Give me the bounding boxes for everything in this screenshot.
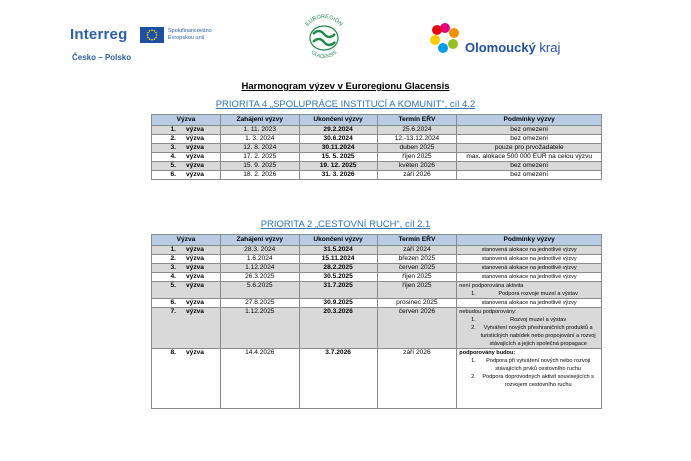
table-row (152, 273, 602, 282)
start-date-cell: 17. 2. 2025 (220, 153, 299, 162)
conditions-cell (457, 308, 602, 349)
erv-date-cell: červen 2025 (377, 264, 457, 273)
column-header: Zahájení výzvy (220, 115, 299, 126)
conditions-cell: stanovená alokace na jednotlivé výzvy (457, 264, 602, 273)
conditions-cell (457, 282, 602, 299)
olomoucky-kraj: kraj (539, 40, 561, 55)
column-header: Podmínky výzvy (457, 235, 602, 246)
conditions-cell: stanovená alokace na jednotlivé výzvy (457, 246, 602, 255)
conditions-cell: stanovená alokace na jednotlivé výzvy (457, 255, 602, 264)
call-name: výzva (186, 273, 204, 280)
conditions-item: 1. Podpora rozvoje muzeí a výstav (477, 290, 599, 298)
table-row (152, 299, 602, 308)
call-name: výzva (186, 246, 204, 253)
olomoucky-name: Olomoucký (465, 40, 536, 55)
interreg-country: Česko – Polsko (72, 53, 132, 62)
erv-date-cell: červen 2026 (377, 308, 457, 349)
conditions-cell: max. alokace 500 000 EUR na celou výzvu (457, 153, 602, 162)
table-row (152, 308, 602, 349)
document-title: Harmonogram výzev v Euroregionu Glacensis (241, 81, 450, 92)
erv-date-cell: září 2024 (377, 246, 457, 255)
end-date-cell: 31.5.2024 (299, 246, 377, 255)
table-row (152, 264, 602, 273)
call-number: 1. (170, 126, 176, 133)
priority4-heading: PRIORITA 4 „SPOLUPRÁCE INSTITUCÍ A KOMUNIT“, cíl 4.2 (215, 99, 476, 110)
euroregion-logo (296, 10, 352, 66)
call-number-cell (152, 273, 221, 282)
conditions-item: 2. Vytváření nových přeshraničních produktů a turistických nabídek nebo propojování a rozvoj stávajících a jejich společná propagace (477, 324, 599, 348)
conditions-cell: bez omezení (457, 162, 602, 171)
conditions-cell: bez omezení (457, 171, 602, 180)
erv-date-cell: 12.-13.12.2024 (377, 135, 457, 144)
start-date-cell: 1.12.2024 (220, 264, 299, 273)
olomoucky-flower-icon (425, 18, 465, 58)
call-name: výzva (186, 126, 204, 133)
column-header: Termín EŘV (377, 235, 457, 246)
column-header: Podmínky výzvy (457, 115, 602, 126)
start-date-cell: 1.12.2025 (220, 308, 299, 349)
start-date-cell: 27.8.2025 (220, 299, 299, 308)
call-number: 6. (170, 299, 176, 306)
eu-cofinanced-text: Spolufinancováno Evropskou unií (168, 28, 212, 41)
erv-date-cell: květen 2026 (377, 162, 457, 171)
start-date-cell: 1.6.2024 (220, 255, 299, 264)
priority2-table (151, 234, 602, 409)
start-date-cell: 5.6.2025 (220, 282, 299, 299)
call-name: výzva (186, 153, 204, 160)
table-row (152, 153, 602, 162)
conditions-cell: bez omezení (457, 126, 602, 135)
call-name: výzva (186, 255, 204, 262)
end-date-cell: 19. 12. 2025 (299, 162, 377, 171)
call-number: 6. (170, 171, 176, 178)
conditions-cell: bez omezení (457, 135, 602, 144)
conditions-cell: stanovená alokace na jednotlivé výzvy (457, 299, 602, 308)
end-date-cell: 28.2.2025 (299, 264, 377, 273)
table-row (152, 126, 602, 135)
call-number: 7. (170, 308, 176, 315)
call-name: výzva (186, 162, 204, 169)
call-number-cell (152, 144, 221, 153)
end-date-cell: 20.3.2026 (299, 308, 377, 349)
call-name: výzva (186, 264, 204, 271)
start-date-cell: 14.4.2026 (220, 349, 299, 409)
conditions-heading: není podporována aktivita (459, 283, 524, 289)
call-number-cell (152, 282, 221, 299)
call-number-cell (152, 308, 221, 349)
call-number: 2. (170, 135, 176, 142)
table-row (152, 144, 602, 153)
call-number: 2. (170, 255, 176, 262)
conditions-cell (457, 349, 602, 409)
olomoucky-kraj-logo (425, 18, 561, 63)
table-row (152, 246, 602, 255)
start-date-cell: 1. 3. 2024 (220, 135, 299, 144)
call-number: 5. (170, 162, 176, 169)
erv-date-cell: duben 2025 (377, 144, 457, 153)
start-date-cell: 18. 2. 2026 (220, 171, 299, 180)
erv-date-cell: prosinec 2025 (377, 299, 457, 308)
call-name: výzva (186, 299, 204, 306)
call-number-cell (152, 153, 221, 162)
call-number: 4. (170, 273, 176, 280)
end-date-cell: 29.2.2024 (299, 126, 377, 135)
column-header: Zahájení výzvy (220, 235, 299, 246)
end-date-cell: 15. 5. 2025 (299, 153, 377, 162)
end-date-cell: 30.11.2024 (299, 144, 377, 153)
column-header: Termín EŘV (377, 115, 457, 126)
start-date-cell: 1. 11. 2023 (220, 126, 299, 135)
end-date-cell: 15.11.2024 (299, 255, 377, 264)
conditions-item: 2. Podpora doprovodných aktivit souvisejících s rozvojem cestovního ruchu (477, 373, 599, 389)
call-name: výzva (186, 144, 204, 151)
conditions-cell: pouze pro prvožadatele (457, 144, 602, 153)
table-row (152, 349, 602, 409)
end-date-cell: 30.5.2025 (299, 273, 377, 282)
column-header: Ukončení výzvy (299, 115, 377, 126)
eu-flag-icon (140, 27, 164, 43)
call-number-cell (152, 162, 221, 171)
end-date-cell: 31.7.2025 (299, 282, 377, 299)
call-name: výzva (186, 135, 204, 142)
call-number: 1. (170, 246, 176, 253)
erv-date-cell: říjen 2025 (377, 282, 457, 299)
table-row (152, 171, 602, 180)
erv-date-cell: září 2026 (377, 171, 457, 180)
call-name: výzva (186, 308, 204, 315)
call-number: 5. (170, 282, 176, 289)
column-header: Výzva (152, 115, 221, 126)
interreg-logo (70, 26, 132, 62)
euroregion-bottom-text: GLACENSIS (309, 49, 339, 61)
table-row (152, 255, 602, 264)
interreg-name: Interreg (70, 26, 128, 43)
table-row (152, 162, 602, 171)
call-number-cell (152, 126, 221, 135)
column-header: Výzva (152, 235, 221, 246)
start-date-cell: 15. 9. 2025 (220, 162, 299, 171)
conditions-item: 1. Podpora při vytváření nových nebo rozvoji stávajících prvků cestovního ruchu (477, 357, 599, 373)
svg-text:GLACENSIS (310, 49, 339, 60)
end-date-cell: 31. 3. 2026 (299, 171, 377, 180)
call-name: výzva (186, 282, 204, 289)
conditions-item: 1. Rozvoj muzeí a výstav (477, 316, 599, 324)
table-row (152, 282, 602, 299)
start-date-cell: 26.3.2025 (220, 273, 299, 282)
priority4-table (151, 114, 602, 180)
erv-date-cell: 25.6.2024 (377, 126, 457, 135)
table-row (152, 135, 602, 144)
start-date-cell: 12. 8. 2024 (220, 144, 299, 153)
call-number: 8. (170, 349, 176, 356)
call-number: 3. (170, 144, 176, 151)
call-number-cell (152, 171, 221, 180)
euroregion-top-text: EUROREGION (304, 13, 344, 28)
call-number-cell (152, 135, 221, 144)
conditions-heading: podporovány budou: (459, 350, 516, 356)
column-header: Ukončení výzvy (299, 235, 377, 246)
call-number: 3. (170, 264, 176, 271)
call-name: výzva (186, 171, 204, 178)
call-number: 4. (170, 153, 176, 160)
erv-date-cell: říjen 2025 (377, 153, 457, 162)
call-number-cell (152, 264, 221, 273)
call-name: výzva (186, 349, 204, 356)
erv-date-cell: říjen 2025 (377, 273, 457, 282)
end-date-cell: 30.9.2025 (299, 299, 377, 308)
end-date-cell: 30.6.2024 (299, 135, 377, 144)
call-number-cell (152, 255, 221, 264)
end-date-cell: 3.7.2026 (299, 349, 377, 409)
conditions-heading: nebudou podporovány: (459, 309, 517, 315)
start-date-cell: 28.3. 2024 (220, 246, 299, 255)
erv-date-cell: březen 2025 (377, 255, 457, 264)
conditions-cell: stanovená alokace na jednotlivé výzvy (457, 273, 602, 282)
call-number-cell (152, 246, 221, 255)
erv-date-cell: září 2026 (377, 349, 457, 409)
priority2-heading: PRIORITA 2 „CESTOVNÍ RUCH“, cíl 2.1 (260, 219, 431, 230)
call-number-cell (152, 299, 221, 308)
call-number-cell (152, 349, 221, 409)
